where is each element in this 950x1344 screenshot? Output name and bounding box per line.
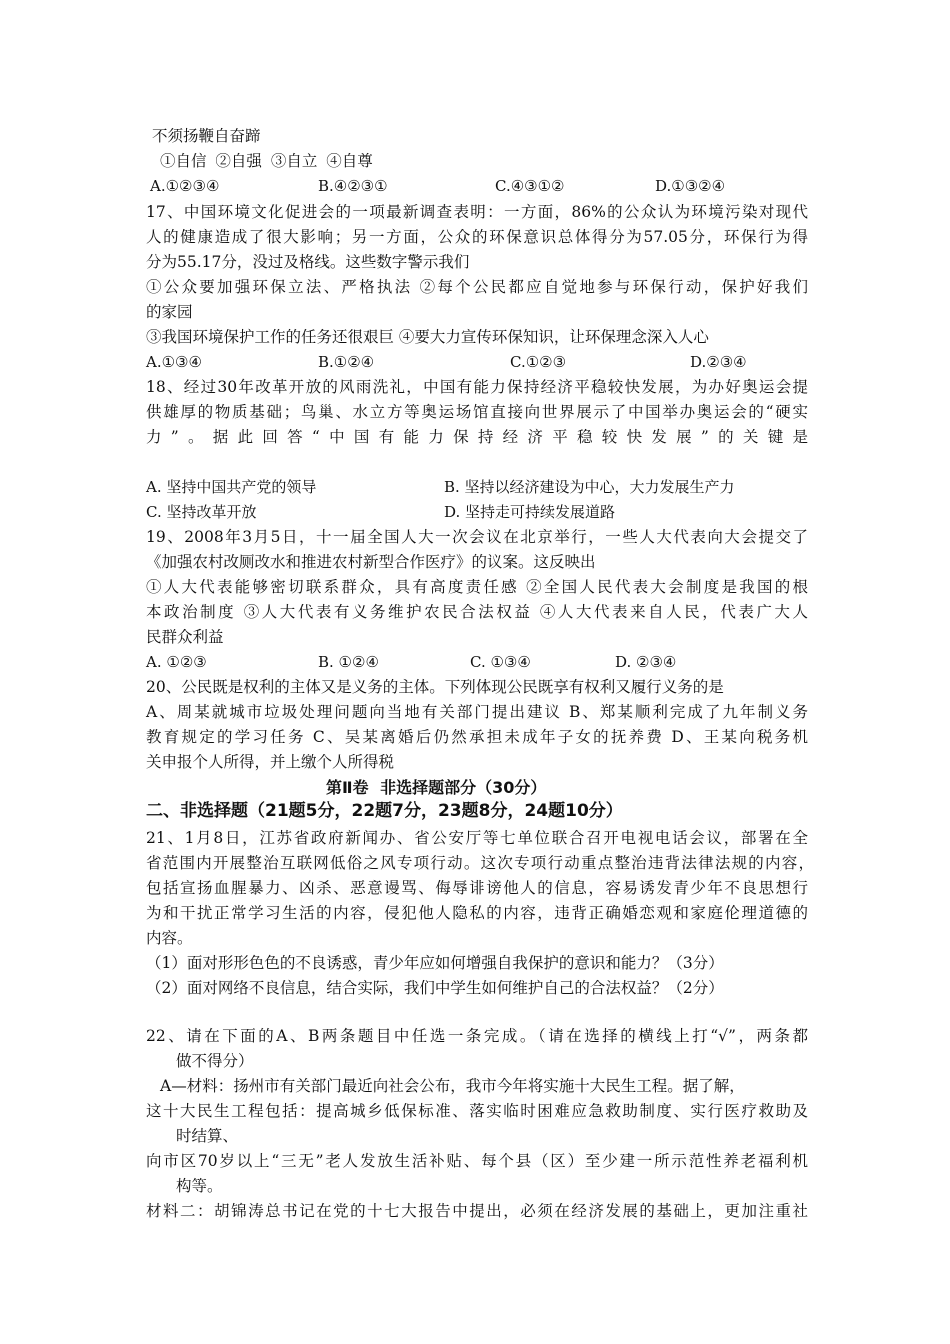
q16-items: ①自信 ②自强 ③自立 ④自尊	[160, 152, 373, 170]
q16-option-c: C.④③①②	[495, 177, 565, 195]
q16-option-a: A.①②③④	[150, 177, 220, 195]
q18-line: 18、经过30年改革开放的风雨洗礼，中国有能力保持经济平稳较快发展，为办好奥运会提	[146, 378, 808, 396]
q17-line: ③我国环境保护工作的任务还很艰巨 ④要大力宣传环保知识，让环保理念深入人心	[146, 328, 709, 346]
q17-option-b: B.①②④	[318, 353, 375, 371]
q17-line: 17、中国环境文化促进会的一项最新调查表明：一方面，86%的公众认为环境污染对现代	[146, 203, 808, 221]
q16-tail: 不须扬鞭自奋蹄	[152, 127, 261, 145]
q17-option-d: D.②③④	[690, 353, 747, 371]
q18-option-b: B. 坚持以经济建设为中心，大力发展生产力	[444, 478, 735, 496]
q22-line: 这十大民生工程包括：提高城乡低保标准、落实临时困难应急救助制度、实行医疗救助及	[146, 1102, 808, 1120]
q16-option-d: D.①③②④	[655, 177, 726, 195]
q20-line: A、周某就城市垃圾处理问题向当地有关部门提出建议 B、郑某顺利完成了九年制义务	[146, 703, 808, 721]
q21-line: 包括宣扬血腥暴力、凶杀、恶意谩骂、侮辱诽谤他人的信息，容易诱发青少年不良思想行	[146, 879, 808, 897]
q21-line: 省范围内开展整治互联网低俗之风专项行动。这次专项行动重点整治违背法律法规的内容，	[146, 854, 814, 872]
q18-line: 供雄厚的物质基础；鸟巢、水立方等奥运场馆直接向世界展示了中国举办奥运会的“硬实	[146, 403, 808, 421]
q19-option-c: C. ①③④	[470, 653, 531, 671]
q19-line: 19、2008年3月5日，十一届全国人大一次会议在北京举行，一些人大代表向大会提交了	[146, 528, 808, 546]
q20-line: 关申报个人所得，并上缴个人所得税	[146, 753, 395, 771]
section-heading: 二、非选择题（21题5分，22题7分，23题8分，24题10分）	[146, 801, 623, 821]
q19-line: 《加强农村改厕改水和推进农村新型合作医疗》的议案。这反映出	[146, 553, 596, 571]
q17-line: 人的健康造成了很大影响；另一方面，公众的环保意识总体得分为57.05分，环保行为得	[146, 228, 808, 246]
q21-line: 为和干扰正常学习生活的内容，侵犯他人隐私的内容，违背正确婚恋观和家庭伦理道德的	[146, 904, 808, 922]
q20-line: 20、公民既是权利的主体又是义务的主体。下列体现公民既享有权利又履行义务的是	[146, 678, 724, 696]
q22-material-a: A—材料：扬州市有关部门最近向社会公布，我市今年将实施十大民生工程。据了解，	[160, 1077, 745, 1095]
q22-line: 时结算、	[176, 1127, 239, 1145]
q17-option-a: A.①③④	[146, 353, 202, 371]
q20-line: 教育规定的学习任务 C、吴某离婚后仍然承担未成年子女的抚养费 D、王某向税务机	[146, 728, 808, 746]
q17-line: 分为55.17分，没过及格线。这些数字警示我们	[146, 253, 470, 271]
q19-line: 民群众利益	[146, 628, 224, 646]
q18-option-c: C. 坚持改革开放	[146, 503, 257, 521]
q21-subquestion-2: （2）面对网络不良信息，结合实际，我们中学生如何维护自己的合法权益？（2分）	[146, 979, 724, 997]
q22-line: 向市区70岁以上“三无”老人发放生活补贴、每个县（区）至少建一所示范性养老福利机	[146, 1152, 808, 1170]
q22-line: 22、请在下面的A、B两条题目中任选一条完成。（请在选择的横线上打“√”，两条都	[146, 1027, 808, 1045]
q21-subquestion-1: （1）面对形形色色的不良诱惑，青少年应如何增强自我保护的意识和能力？（3分）	[146, 954, 724, 972]
q19-option-b: B. ①②④	[318, 653, 379, 671]
q17-line: 的家园	[146, 303, 193, 321]
q17-option-c: C.①②③	[510, 353, 567, 371]
q18-option-a: A. 坚持中国共产党的领导	[146, 478, 317, 496]
q19-line: ①人大代表能够密切联系群众，具有高度责任感 ②全国人民代表大会制度是我国的根	[146, 578, 808, 596]
q17-line: ①公众要加强环保立法、严格执法 ②每个公民都应自觉地参与环保行动，保护好我们	[146, 278, 808, 296]
q18-line: 力”。据此回答“中国有能力保持经济平稳较快发展”的关键是	[146, 428, 808, 446]
q19-option-d: D. ②③④	[615, 653, 677, 671]
q19-line: 本政治制度 ③人大代表有义务维护农民合法权益 ④人大代表来自人民，代表广大人	[146, 603, 808, 621]
q22-line: 构等。	[176, 1177, 223, 1195]
q16-option-b: B.④②③①	[318, 177, 388, 195]
part2-title: 第Ⅱ卷 非选择题部分（30分）	[326, 778, 547, 797]
q21-line: 21、1月8日，江苏省政府新闻办、省公安厅等七单位联合召开电视电话会议，部署在全	[146, 829, 808, 847]
q22-material-2: 材料二：胡锦涛总书记在党的十七大报告中提出，必须在经济发展的基础上，更加注重社	[146, 1202, 808, 1220]
q18-option-d: D. 坚持走可持续发展道路	[444, 503, 616, 521]
q21-line: 内容。	[146, 929, 193, 947]
q19-option-a: A. ①②③	[146, 653, 207, 671]
q22-line: 做不得分）	[176, 1052, 254, 1070]
